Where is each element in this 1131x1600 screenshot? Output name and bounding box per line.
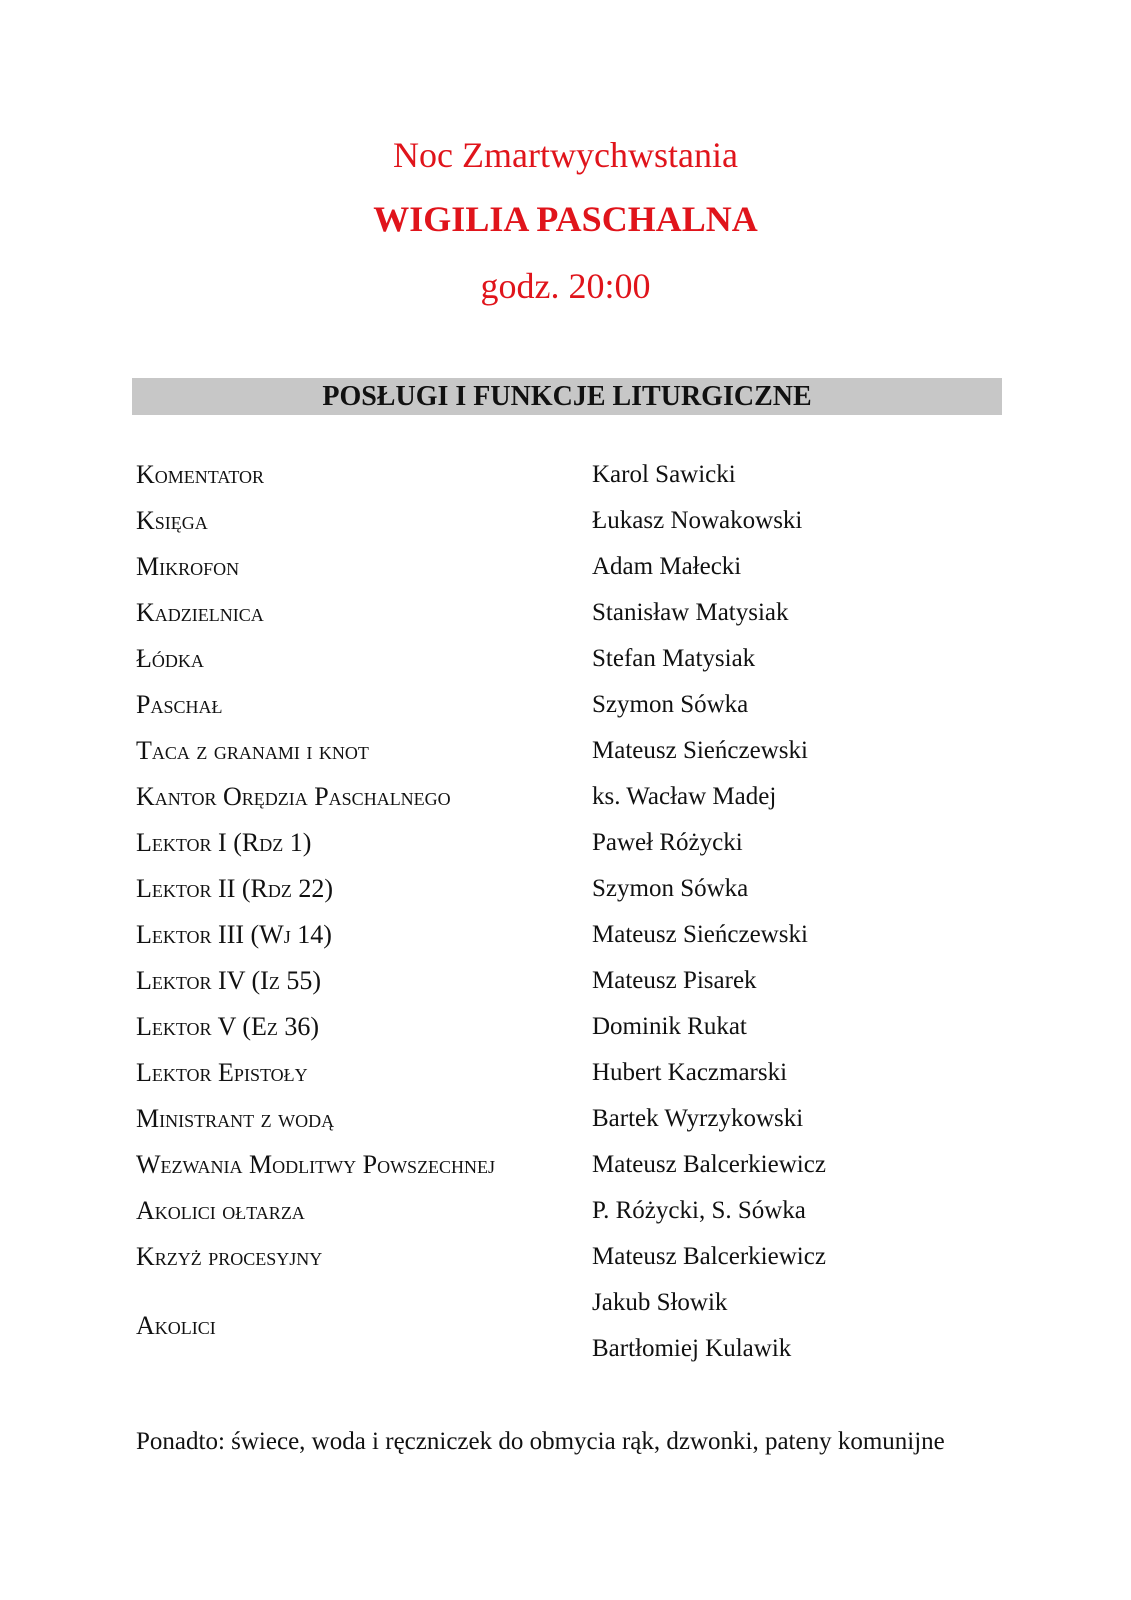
role-row — [136, 825, 996, 871]
role-person: Stanisław Matysiak — [592, 599, 789, 626]
role-label: Taca z granami i knot — [136, 736, 369, 765]
role-row — [136, 503, 996, 549]
role-label: Ministrant z wodą — [136, 1104, 335, 1133]
role-label: Lektor II (Rdz 22) — [136, 874, 334, 903]
role-label: Komentator — [136, 460, 265, 489]
page-subtitle: Noc Zmartwychwstania — [393, 135, 738, 175]
role-label: Lektor IV (Iz 55) — [136, 966, 321, 995]
role-label: Krzyż procesyjny — [136, 1242, 323, 1271]
roles-list — [136, 457, 996, 1377]
role-row — [136, 457, 996, 503]
role-row — [136, 595, 996, 641]
role-person: Stefan Matysiak — [592, 645, 756, 672]
role-label: Kantor Orędzia Paschalnego — [136, 782, 451, 811]
event-time: godz. 20:00 — [480, 266, 651, 306]
role-person: Szymon Sówka — [592, 875, 749, 902]
role-label: Lektor Epistoły — [136, 1058, 308, 1087]
role-label: Lektor I (Rdz 1) — [136, 828, 312, 857]
role-row-akolici — [136, 1285, 996, 1377]
section-header-bar — [132, 378, 1002, 415]
role-person: Dominik Rukat — [592, 1013, 747, 1040]
role-person: Bartek Wyrzykowski — [592, 1105, 804, 1132]
role-row — [136, 1239, 996, 1285]
role-person: Mateusz Pisarek — [592, 967, 757, 994]
role-label: Mikrofon — [136, 552, 240, 581]
role-row — [136, 963, 996, 1009]
role-person: Łukasz Nowakowski — [592, 507, 803, 534]
role-label: Lektor III (Wj 14) — [136, 920, 332, 949]
role-person: Mateusz Balcerkiewicz — [592, 1243, 826, 1270]
role-person: Hubert Kaczmarski — [592, 1059, 788, 1086]
role-row — [136, 1009, 996, 1055]
role-row — [136, 549, 996, 595]
role-row — [136, 871, 996, 917]
role-label: Łódka — [136, 644, 204, 673]
role-row — [136, 1055, 996, 1101]
role-row — [136, 687, 996, 733]
page-title: WIGILIA PASCHALNA — [373, 199, 758, 239]
role-person: Mateusz Sieńczewski — [592, 921, 808, 948]
role-row — [136, 733, 996, 779]
role-label: Wezwania Modlitwy Powszechnej — [136, 1150, 496, 1179]
role-row — [136, 1147, 996, 1193]
role-person: Karol Sawicki — [592, 461, 736, 488]
role-person: ks. Wacław Madej — [592, 783, 777, 810]
role-row — [136, 917, 996, 963]
role-person: Bartłomiej Kulawik — [592, 1335, 792, 1362]
footer-note: Ponadto: świece, woda i ręczniczek do obmycia rąk, dzwonki, pateny komunijne — [136, 1428, 945, 1455]
role-person: Mateusz Balcerkiewicz — [592, 1151, 826, 1178]
role-label: Lektor V (Ez 36) — [136, 1012, 320, 1041]
role-label: Paschał — [136, 690, 223, 719]
role-row — [136, 1101, 996, 1147]
role-person: Szymon Sówka — [592, 691, 749, 718]
role-row — [136, 779, 996, 825]
role-person: P. Różycki, S. Sówka — [592, 1197, 806, 1224]
role-row — [136, 1193, 996, 1239]
role-label: Księga — [136, 506, 208, 535]
role-label: Akolici ołtarza — [136, 1196, 305, 1225]
role-person: Adam Małecki — [592, 553, 742, 580]
role-row — [136, 641, 996, 687]
role-person: Mateusz Sieńczewski — [592, 737, 808, 764]
role-label: Akolici — [136, 1311, 216, 1340]
role-person: Jakub Słowik — [592, 1289, 728, 1316]
role-person: Paweł Różycki — [592, 829, 743, 856]
section-title: POSŁUGI I FUNKCJE LITURGICZNE — [322, 381, 812, 412]
role-label: Kadzielnica — [136, 598, 264, 627]
